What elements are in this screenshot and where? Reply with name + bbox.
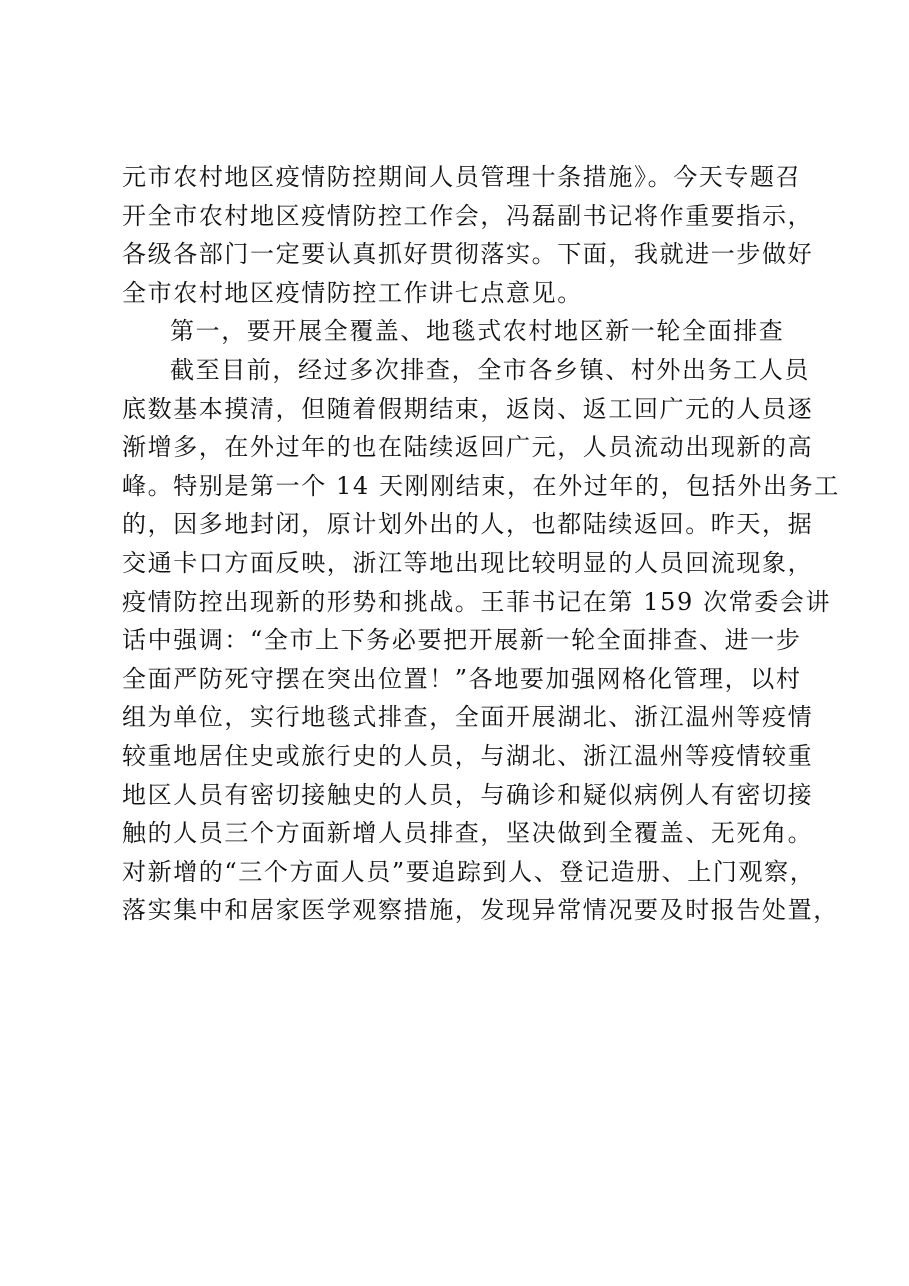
text-line: 较重地居住史或旅行史的人员，与湖北、浙江温州等疫情较重 (122, 741, 814, 770)
text-line: 交通卡口方面反映，浙江等地出现比较明显的人员回流现象， (122, 548, 814, 577)
text-line: 渐增多，在外过年的也在陆续返回广元，人员流动出现新的高 (122, 433, 814, 462)
body-text (122, 158, 840, 930)
text-line: 底数基本摸清，但随着假期结束，返岗、返工回广元的人员逐 (122, 394, 814, 423)
text-line: 元市农村地区疫情防控期间人员管理十条措施》。今天专题召 (122, 163, 802, 191)
paragraph-first-line: 截至目前，经过多次排查，全市各乡镇、村外出务工人员 (170, 355, 810, 384)
text-line: 触的人员三个方面新增人员排查，坚决做到全覆盖、无死角。 (122, 819, 814, 848)
text-line: 话中强调：“全市上下务必要把开展新一轮全面排查、进一步 (122, 626, 802, 655)
text-line: 全面严防死守摆在突出位置！”各地要加强网格化管理，以村 (122, 664, 802, 693)
text-line: 落实集中和居家医学观察措施，发现异常情况要及时报告处置， (122, 896, 839, 925)
text-line: 对新增的“三个方面人员”要追踪到人、登记造册、上门观察， (122, 857, 816, 886)
text-line: 全市农村地区疫情防控工作讲七点意见。 (122, 278, 583, 307)
text-line: 各级各部门一定要认真抓好贯彻落实。下面，我就进一步做好 (122, 240, 814, 269)
text-line: 疫情防控出现新的形势和挑战。王菲书记在第 159 次常委会讲 (122, 587, 832, 616)
text-line: 的，因多地封闭，原计划外出的人，也都陆续返回。昨天，据 (122, 510, 814, 539)
text-line: 组为单位，实行地毯式排查，全面开展湖北、浙江温州等疫情 (122, 703, 814, 732)
text-line: 峰。特别是第一个 14 天刚刚结束，在外过年的，包括外出务工 (122, 471, 840, 500)
section-heading: 第一，要开展全覆盖、地毯式农村地区新一轮全面排查 (170, 317, 785, 346)
text-line: 开全市农村地区疫情防控工作会，冯磊副书记将作重要指示， (122, 201, 814, 230)
text-line: 地区人员有密切接触史的人员，与确诊和疑似病例人有密切接 (122, 780, 814, 809)
